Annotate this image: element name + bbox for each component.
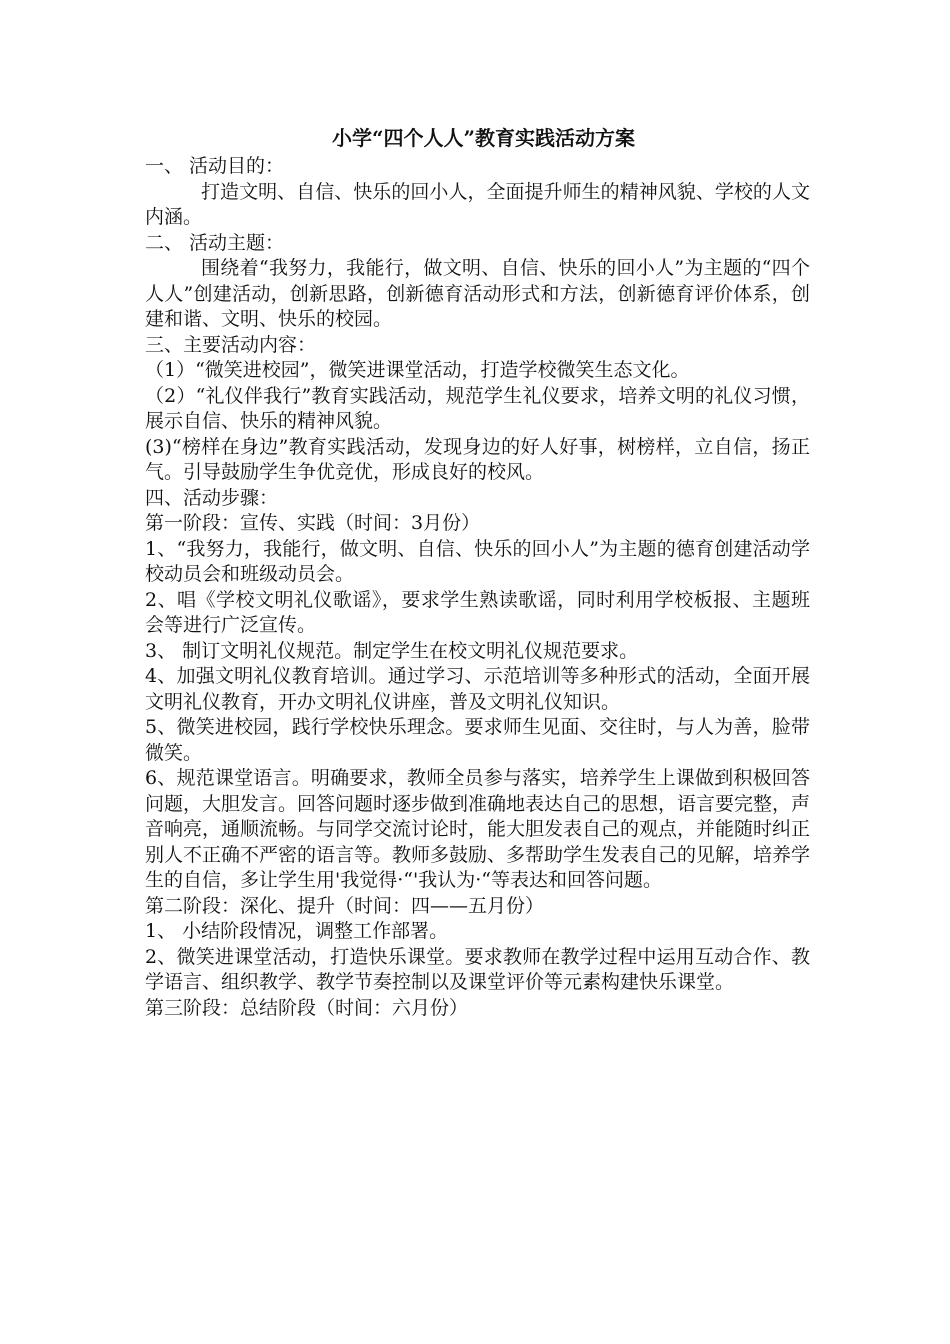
paragraph: （1）“微笑进校园”，微笑进课堂活动，打造学校微笑生态文化。 (145, 359, 690, 381)
paragraph: 3、 制订文明礼仪规范。制定学生在校文明礼仪规范要求。 (145, 639, 639, 662)
paragraph: 围绕着“我努力，我能行，做文明、自信、快乐的回小人”为主题的“四个人人”创建活动，创新思路，创新德育活动形式和方法，创新德育评价体系，创建和谐、文明、快乐的校园。 (145, 257, 810, 330)
paragraph: 一、 活动目的： (145, 155, 285, 177)
paragraph: 1、 小结阶段情况，调整工作部署。 (145, 920, 449, 942)
paragraph: 4、加强文明礼仪教育培训。通过学习、示范培训等多种形式的活动，全面开展文明礼仪教育，开办文明礼仪讲座，普及文明礼仪知识。 (145, 665, 810, 713)
paragraph: 第三阶段：总结阶段（时间：六月份） (145, 996, 469, 1019)
paragraph: (3)“榜样在身边”教育实践活动，发现身边的好人好事，树榜样，立自信，扬正气。引导鼓励学生争优竞优，形成良好的校风。 (145, 435, 810, 483)
paragraph: 1、“我努力，我能行，做文明、自信、快乐的回小人”为主题的德育创建活动学校动员会和班级动员会。 (145, 537, 810, 585)
paragraph: 第二阶段：深化、提升（时间：四——五月份） (145, 894, 545, 917)
paragraph: 第一阶段：宣传、实践（时间：3月份） (145, 512, 481, 534)
paragraph: 2、微笑进课堂活动，打造快乐课堂。要求教师在教学过程中运用互动合作、教学语言、组织教学、教学节奏控制以及课堂评价等元素构建快乐课堂。 (145, 945, 810, 993)
document-body (145, 154, 810, 1021)
paragraph: 2、唱《学校文明礼仪歌谣》，要求学生熟读歌谣，同时利用学校板报、主题班会等进行广泛宣传。 (145, 588, 810, 636)
paragraph: 6、规范课堂语言。明确要求，教师全员参与落实，培养学生上课做到积极回答问题，大胆发言。回答问题时逐步做到准确地表达自己的思想，语言要完整，声音响亮，通顺流畅。与同学交流讨论时，能大胆发表自己的观点，并能随时纠正别人不正确不严密的语言等。教师多鼓励、多帮助学生发表自己的见解，培养学生的自信，多让学生用'我觉得·“'我认为·“等表达和回答问题。 (145, 767, 811, 891)
paragraph: 四、活动步骤： (145, 486, 279, 509)
paragraph: 三、主要活动内容： (145, 333, 317, 356)
document-title: 小学“四个人人”教育实践活动方案 (331, 126, 635, 150)
paragraph: （2）“礼仪伴我行”教育实践活动，规范学生礼仪要求，培养文明的礼仪习惯，展示自信、快乐的精神风貌。 (145, 384, 810, 432)
paragraph: 5、微笑进校园，践行学校快乐理念。要求师生见面、交往时，与人为善，脸带微笑。 (145, 716, 810, 764)
paragraph: 打造文明、自信、快乐的回小人，全面提升师生的精神风貌、学校的人文内涵。 (145, 180, 810, 228)
paragraph: 二、 活动主题： (145, 231, 285, 254)
